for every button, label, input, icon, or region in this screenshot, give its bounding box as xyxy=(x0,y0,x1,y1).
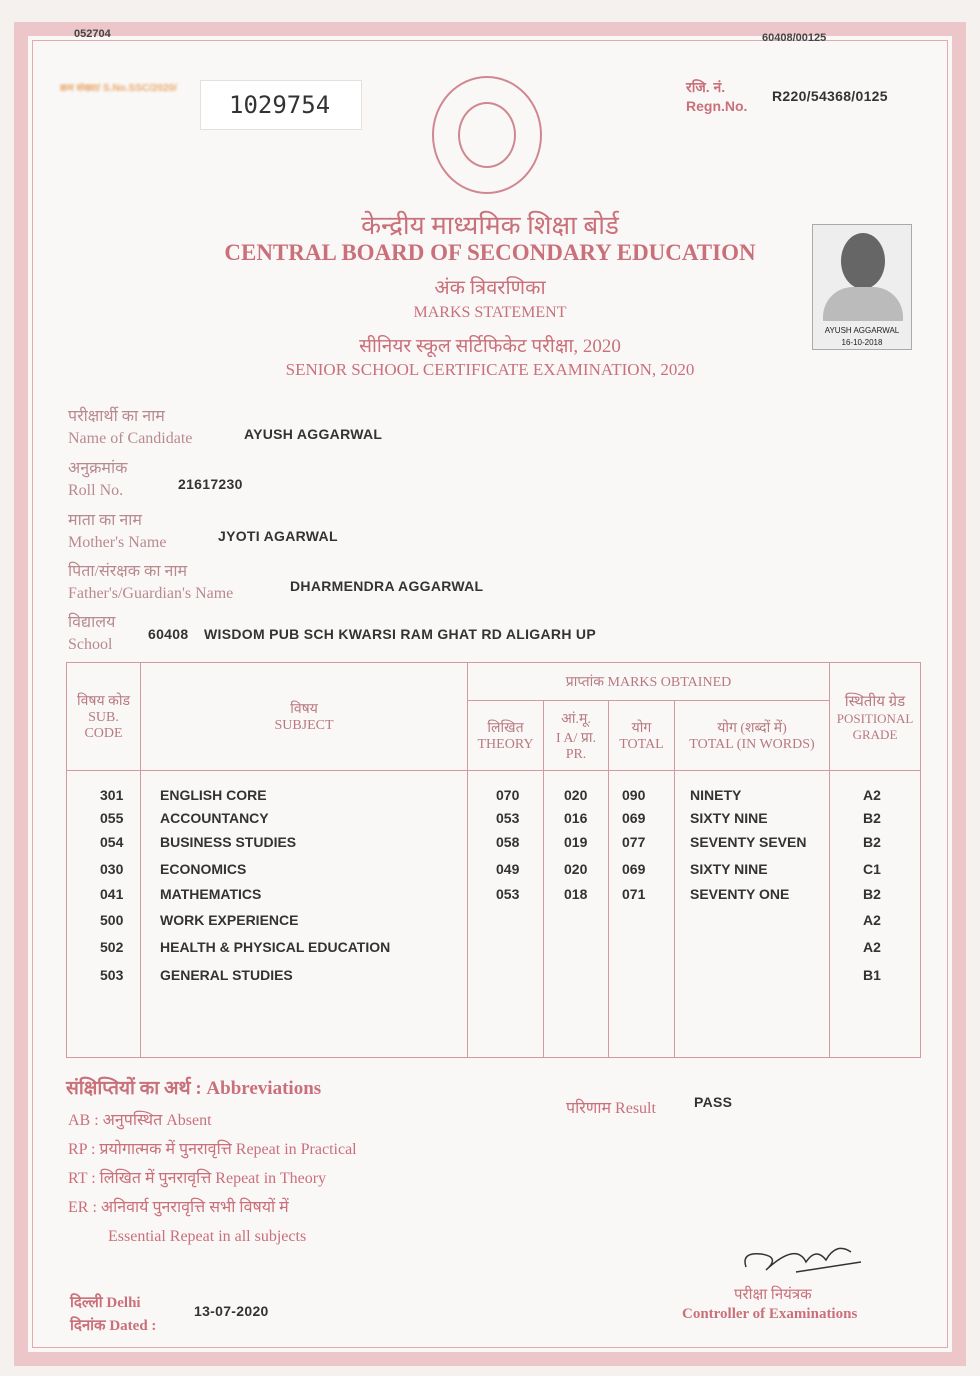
positional-grade: A2 xyxy=(863,939,881,955)
serial-top-right: 60408/00125 xyxy=(762,32,827,44)
theory-marks: 053 xyxy=(496,810,520,826)
ia-marks: 020 xyxy=(564,787,588,803)
roll-number: 21617230 xyxy=(178,476,243,492)
title-hindi: केन्द्रीय माध्यमिक शिक्षा बोर्ड xyxy=(361,211,619,240)
theory-marks: 053 xyxy=(496,886,520,902)
place-date-label: दिल्ली Delhi दिनांक Dated : xyxy=(70,1295,157,1334)
sno-label: क्रम संख्या/ S.No.SSC/2020/ xyxy=(60,83,177,94)
mother-name: JYOTI AGARWAL xyxy=(218,528,338,544)
school-label: विद्यालय School xyxy=(68,614,116,653)
marks-table: विषय कोड SUB. CODE विषय SUBJECT प्राप्तांक MARKS OBTAINED स्थितीय ग्रेड POSITIONAL GRADE लिखित THEORY आं.मू. I A/ प्रा. PR. योग TOTAL योग (शब्दों में) TOTAL (IN WORDS) xyxy=(66,662,921,1058)
exam-english: SENIOR SCHOOL CERTIFICATE EXAMINATION, 2020 xyxy=(285,360,695,379)
serial-top-left: 052704 xyxy=(74,28,111,40)
subject-name: ENGLISH CORE xyxy=(160,787,267,803)
positional-grade: B2 xyxy=(863,810,881,826)
subject-name: GENERAL STUDIES xyxy=(160,967,293,983)
photo-date: 16-10-2018 xyxy=(841,338,883,347)
positional-grade: C1 xyxy=(863,861,881,877)
school-name: WISDOM PUB SCH KWARSI RAM GHAT RD ALIGARH UP xyxy=(204,626,596,642)
total-marks: 077 xyxy=(622,834,646,850)
candidate-photo xyxy=(812,224,912,350)
positional-grade: B2 xyxy=(863,834,881,850)
issue-date: 13-07-2020 xyxy=(194,1303,269,1319)
candidate-name: AYUSH AGGARWAL xyxy=(244,426,383,442)
photo-name: AYUSH AGGARWAL xyxy=(824,326,900,335)
total-in-words: SEVENTY ONE xyxy=(690,886,790,902)
positional-grade: A2 xyxy=(863,787,881,803)
subject-name: BUSINESS STUDIES xyxy=(160,834,297,850)
subtitle-english: MARKS STATEMENT xyxy=(413,304,567,321)
subject-name: MATHEMATICS xyxy=(160,886,262,902)
mother-label: माता का नाम Mother's Name xyxy=(68,512,167,551)
total-marks: 090 xyxy=(622,787,646,803)
total-marks: 069 xyxy=(622,861,646,877)
title-english: CENTRAL BOARD OF SECONDARY EDUCATION xyxy=(224,240,756,265)
subject-code: 500 xyxy=(100,912,124,928)
father-label: पिता/संरक्षक का नाम Father's/Guardian's Name xyxy=(68,563,234,602)
regn-value: R220/54368/0125 xyxy=(772,88,888,104)
exam-hindi: सीनियर स्कूल सर्टिफिकेट परीक्षा, 2020 xyxy=(359,336,621,357)
result-value: PASS xyxy=(694,1094,733,1110)
subject-code: 301 xyxy=(100,787,124,803)
subject-code: 054 xyxy=(100,834,124,850)
controller-hindi: परीक्षा नियंत्रक xyxy=(734,1287,812,1303)
total-marks: 069 xyxy=(622,810,646,826)
ia-marks: 020 xyxy=(564,861,588,877)
theory-marks: 070 xyxy=(496,787,520,803)
roll-label: अनुक्रमांक Roll No. xyxy=(68,460,128,499)
subject-code: 503 xyxy=(100,967,124,983)
subject-name: WORK EXPERIENCE xyxy=(160,912,299,928)
subject-name: ACCOUNTANCY xyxy=(160,810,269,826)
theory-marks: 049 xyxy=(496,861,520,877)
result-label: परिणाम Result xyxy=(566,1100,656,1117)
subject-code: 030 xyxy=(100,861,124,877)
ia-marks: 019 xyxy=(564,834,588,850)
subject-code: 502 xyxy=(100,939,124,955)
total-in-words: SIXTY NINE xyxy=(690,810,768,826)
subject-name: ECONOMICS xyxy=(160,861,247,877)
abbreviations-title: संक्षिप्तियों का अर्थ : Abbreviations xyxy=(66,1078,322,1099)
positional-grade: A2 xyxy=(863,912,881,928)
cbse-seal-logo xyxy=(432,76,542,194)
total-in-words: SEVENTY SEVEN xyxy=(690,834,807,850)
theory-marks: 058 xyxy=(496,834,520,850)
controller-english: Controller of Examinations xyxy=(682,1306,858,1322)
controller-signature xyxy=(736,1232,866,1282)
father-name: DHARMENDRA AGGARWAL xyxy=(290,578,484,594)
school-code: 60408 xyxy=(148,626,189,642)
subject-code: 055 xyxy=(100,810,124,826)
positional-grade: B1 xyxy=(863,967,881,983)
regn-label-en: Regn.No. xyxy=(686,98,748,114)
total-in-words: SIXTY NINE xyxy=(690,861,768,877)
positional-grade: B2 xyxy=(863,886,881,902)
subject-name: HEALTH & PHYSICAL EDUCATION xyxy=(160,939,391,955)
total-in-words: NINETY xyxy=(690,787,742,803)
subject-code: 041 xyxy=(100,886,124,902)
sno-value: 1029754 xyxy=(200,80,362,130)
name-label: परीक्षार्थी का नाम Name of Candidate xyxy=(68,408,193,447)
abbreviations-list: AB : अनुपस्थित Absent RP : प्रयोगात्मक में पुनरावृत्ति Repeat in Practical RT : लिखित में पुनरावृत्ति Repeat in Theory ER : अनिवार्य पुनरावृत्ति सभी विषयों में Essential Repeat in all subjects xyxy=(68,1112,357,1245)
subtitle-hindi: अंक त्रिवरणिका xyxy=(434,277,546,299)
regn-label-hi: रजि. नं. xyxy=(686,79,726,95)
ia-marks: 018 xyxy=(564,886,588,902)
total-marks: 071 xyxy=(622,886,646,902)
ia-marks: 016 xyxy=(564,810,588,826)
